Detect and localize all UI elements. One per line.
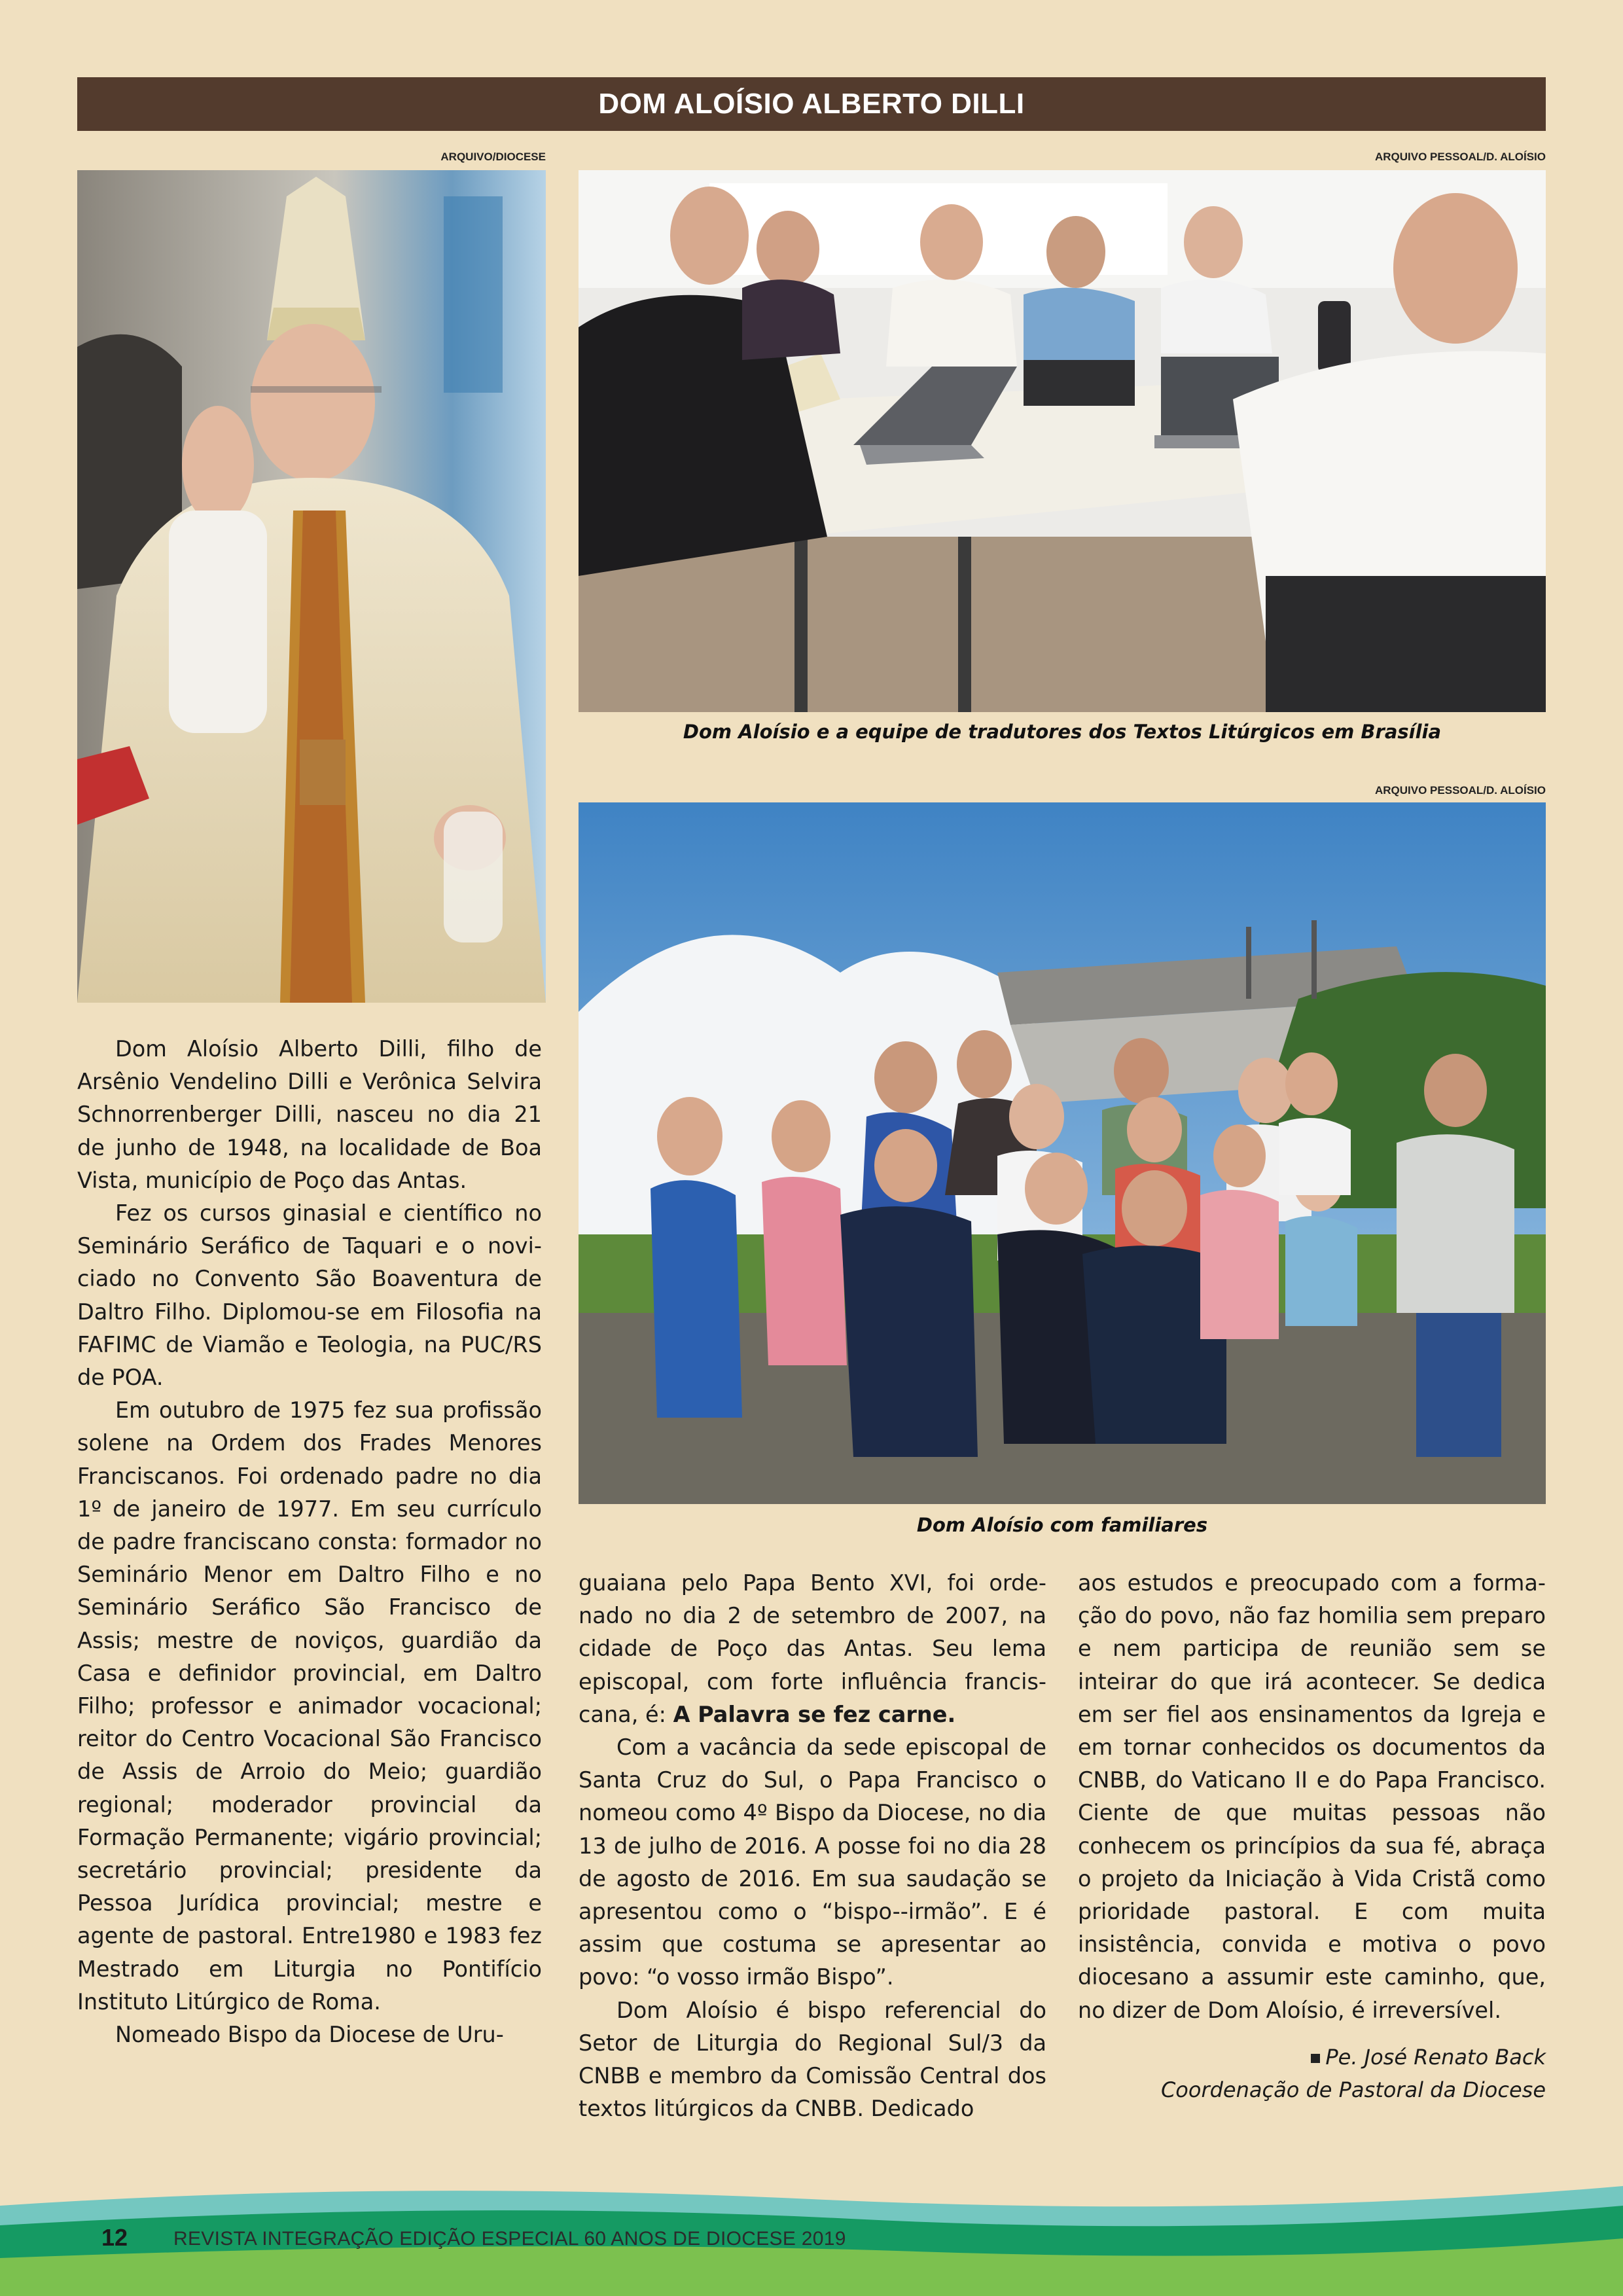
page-title: DOM ALOÍSIO ALBERTO DILLI (77, 77, 1546, 131)
family-photo (579, 802, 1546, 1504)
episcopal-motto: A Palavra se fez carne. (673, 1701, 956, 1727)
bishop-photo (77, 170, 546, 1003)
bullet-icon (1311, 2054, 1320, 2063)
caption-family: Dom Aloísio com familiares (916, 1514, 1208, 1536)
article-column-2 (579, 1567, 1046, 2125)
page-number: 12 (101, 2224, 128, 2251)
article-paragraph: Dom Aloísio é bispo referencial do Setor de Liturgia do Regional Sul/3 da CNBB e membro da Comissão Central dos textos litúrgicos da CNBB. Dedicado (579, 1997, 1046, 2122)
meeting-photo (579, 170, 1546, 712)
author-signature (1161, 2041, 1546, 2106)
article-paragraph: Fez os cursos ginasial e científico no Seminário Seráfico de Taquari e o noviciado no Convento São Boaventura de Daltro Filho. Diplomou-se em Filosofia na FAFIMC de Viamão e Teologia, na PUC/RS de POA. (77, 1200, 542, 1391)
article-column-1 (77, 1033, 542, 2051)
photo-credit-bishop: ARQUIVO/DIOCESE (440, 151, 546, 163)
article-paragraph: Dom Aloísio Alberto Dilli, filho de Arsênio Vendelino Dilli e Verônica Selvira Schnorrenberger Dilli, nasceu no dia 21 de junho de 1948, na localidade de Boa Vista, município de Poço das Antas. (77, 1036, 542, 1193)
article-paragraph: Nomeado Bispo da Diocese de Uru- (115, 2022, 504, 2048)
caption-meeting: Dom Aloísio e a equipe de tradutores dos Textos Litúrgicos em Brasília (683, 721, 1442, 743)
article-column-3 (1078, 1567, 1546, 2027)
article-paragraph: aos estudos e preocupado com a formação do povo, não faz homilia sem preparo e nem participa de reunião sem se inteirar do que irá acontecer. Se dedica em ser fiel aos ensinamentos da Igreja e em tornar conhecidos os documentos da CNBB, do Vaticano II e do Papa Francisco. Ciente de que muitas pessoas não conhecem os princípios da sua fé, abraça o projeto da Iniciação à Vida Cristã como prioridade pastoral. E com muita insistência, convida e motiva o povo diocesano a assumir este caminho, que, no dizer de Dom Aloísio, é irreversível. (1078, 1570, 1546, 2023)
article-paragraph: Em outubro de 1975 fez sua profissão solene na Ordem dos Frades Menores Franciscanos. Foi ordenado padre no dia 1º de janeiro de 1977. Em seu currículo de padre franciscano consta: formador no Seminário Menor em Daltro Filho e no Seminário Seráfico São Francisco de Assis; mestre de noviços, guardião da Casa e definidor provincial, em Daltro Filho; professor e animador vocacional; reitor do Centro Vocacional São Francisco de Assis de Arroio do Meio; guardião regional; moderador provincial da Formação Permanente; vigário provincial; secretário provincial; presidente da Pessoa Jurídica provincial; mestre e agente de pastoral. Entre1980 e 1983 fez Mestrado em Liturgia no Pontifício Instituto Litúrgico de Roma. (77, 1397, 542, 2015)
article-paragraph: guaiana pelo Papa Bento XVI, foi ordenado no dia 2 de setembro de 2007, na cidade de Poço das Antas. Seu lema episcopal, com forte influência franciscana, é: A Palavra se fez carne. (579, 1570, 1046, 1727)
author-name: Pe. José Renato Back (1325, 2045, 1546, 2070)
photo-credit-family: ARQUIVO PESSOAL/D. ALOÍSIO (1374, 784, 1546, 797)
magazine-title: REVISTA INTEGRAÇÃO EDIÇÃO ESPECIAL 60 ANOS DE DIOCESE 2019 (173, 2228, 846, 2250)
photo-credit-meeting: ARQUIVO PESSOAL/D. ALOÍSIO (1374, 151, 1546, 163)
author-role: Coordenação de Pastoral da Diocese (1160, 2077, 1546, 2102)
article-paragraph: Com a vacância da sede episcopal de Santa Cruz do Sul, o Papa Francisco o nomeou como 4º Bispo da Diocese, no dia 13 de julho de 2016. A posse foi no dia 28 de agosto de 2016. Em sua saudação se apresentou como o “bispo--irmão”. E é assim que costuma se apresentar ao povo: “o vosso irmão Bispo”. (579, 1734, 1046, 1990)
